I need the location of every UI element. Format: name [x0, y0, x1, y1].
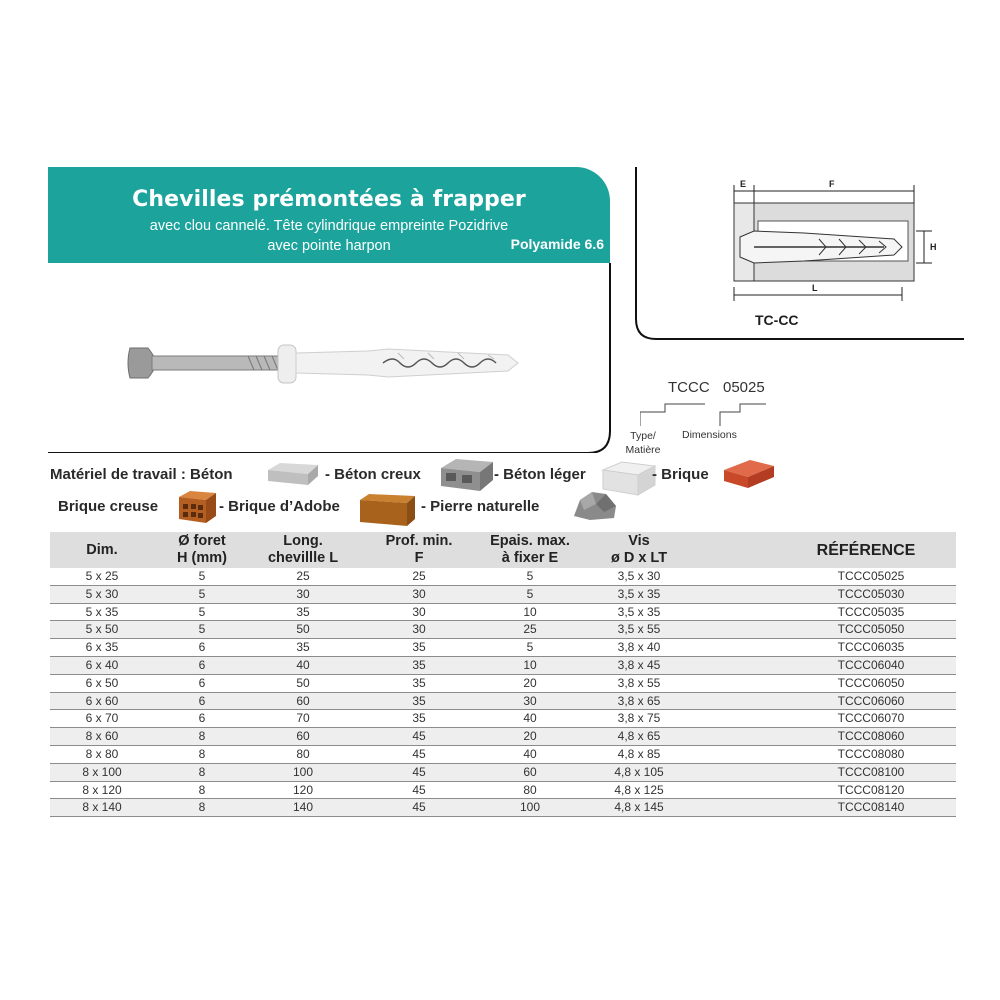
cell-dim: 8 x 140 [82, 800, 122, 815]
cell-dim: 6 x 40 [85, 658, 119, 672]
table-row [50, 675, 956, 693]
cell-reference: TCCC06035 [837, 640, 905, 655]
cell-length: 60 [296, 693, 310, 708]
cell-length: 25 [296, 569, 310, 583]
cell-depth: 45 [412, 729, 426, 744]
header-length: Long. chevillle L [267, 533, 339, 566]
product-image-frame [48, 263, 614, 453]
cell-length: 40 [296, 658, 310, 672]
material-light-concrete: - Béton léger [494, 466, 586, 483]
cell-drill: 6 [198, 675, 206, 690]
cell-thickness: 40 [523, 747, 537, 761]
cell-dim: 6 x 50 [85, 675, 119, 690]
cell-screw: 3,8 x 40 [617, 640, 661, 655]
cell-reference: TCCC06050 [837, 675, 905, 690]
cell-thickness: 10 [523, 658, 537, 672]
cell-length: 140 [292, 800, 314, 815]
cell-reference: TCCC06040 [837, 658, 905, 672]
cell-depth: 30 [412, 586, 426, 601]
cell-screw: 4,8 x 145 [614, 800, 664, 815]
cell-drill: 5 [198, 586, 206, 601]
cell-screw: 3,5 x 35 [617, 604, 661, 619]
cell-length: 70 [296, 711, 310, 726]
cell-dim: 6 x 35 [85, 640, 119, 655]
material-hollow-concrete: - Béton creux [325, 466, 421, 483]
cell-dim: 8 x 60 [85, 729, 119, 744]
diagram-label-e: E [740, 179, 747, 189]
hollow-block-icon [438, 456, 496, 494]
header-banner [48, 167, 610, 263]
cell-length: 100 [292, 764, 314, 779]
cell-screw: 4,8 x 65 [617, 729, 661, 744]
header-depth: Prof. min. F [385, 533, 453, 566]
table-row [50, 568, 956, 586]
cell-reference: TCCC06060 [837, 693, 905, 708]
cell-depth: 45 [412, 800, 426, 815]
cell-thickness: 20 [523, 675, 537, 690]
cell-reference: TCCC08060 [837, 729, 905, 744]
table-row [50, 657, 956, 675]
code-bracket-lines [640, 398, 770, 432]
cell-length: 35 [296, 604, 310, 619]
header-drill: Ø foret H (mm) [177, 533, 227, 566]
material-adobe-brick: - Brique d’Adobe [219, 498, 340, 515]
cell-dim: 5 x 30 [85, 586, 119, 601]
cell-drill: 5 [198, 622, 206, 637]
header-thickness: Epais. max. à fixer E [490, 533, 570, 566]
cell-length: 120 [292, 782, 314, 797]
table-row [50, 639, 956, 657]
cell-dim: 5 x 35 [85, 604, 119, 619]
cell-screw: 4,8 x 105 [614, 764, 664, 779]
diagram-caption: TC-CC [755, 312, 799, 328]
cell-depth: 35 [412, 640, 426, 655]
row-separator [50, 816, 956, 817]
diagram-label-l: L [812, 283, 818, 293]
cell-reference: TCCC08100 [837, 764, 905, 779]
diagram-label-f: F [829, 179, 835, 189]
cell-screw: 3,8 x 65 [617, 693, 661, 708]
table-row [50, 799, 956, 817]
table-row [50, 782, 956, 800]
product-title: Chevilles prémontées à frapper [132, 187, 526, 212]
cell-screw: 3,8 x 75 [617, 711, 661, 726]
cell-depth: 25 [412, 569, 426, 583]
cell-thickness: 5 [526, 640, 534, 655]
cell-screw: 3,5 x 55 [617, 622, 661, 637]
cell-screw: 4,8 x 125 [614, 782, 664, 797]
cell-thickness: 5 [526, 586, 534, 601]
anchor-illustration [128, 345, 518, 383]
cell-reference: TCCC05050 [837, 622, 905, 637]
cell-dim: 8 x 80 [85, 747, 119, 761]
cell-drill: 6 [198, 693, 206, 708]
material-intro: Matériel de travail : Béton [50, 466, 233, 483]
cell-reference: TCCC05025 [837, 569, 905, 583]
cell-thickness: 30 [523, 693, 537, 708]
cell-reference: TCCC06070 [837, 711, 905, 726]
cell-dim: 6 x 60 [85, 693, 119, 708]
cell-reference: TCCC05035 [837, 604, 905, 619]
cell-reference: TCCC05030 [837, 586, 905, 601]
cell-drill: 8 [198, 800, 206, 815]
cell-drill: 6 [198, 658, 206, 672]
cell-length: 80 [296, 747, 310, 761]
cell-thickness: 60 [523, 764, 537, 779]
table-row [50, 586, 956, 604]
cell-drill: 6 [198, 640, 206, 655]
hollow-brick-icon [176, 489, 218, 525]
technical-diagram [634, 167, 964, 340]
cell-depth: 30 [412, 604, 426, 619]
cell-drill: 8 [198, 729, 206, 744]
code-dim-label: Dimensions [682, 429, 737, 441]
cell-depth: 35 [412, 658, 426, 672]
cell-depth: 35 [412, 675, 426, 690]
cell-screw: 3,8 x 45 [617, 658, 661, 672]
cell-depth: 35 [412, 711, 426, 726]
natural-stone-icon [570, 488, 620, 522]
cell-length: 50 [296, 675, 310, 690]
material-natural-stone: - Pierre naturelle [421, 498, 540, 515]
table-row [50, 764, 956, 782]
cell-drill: 5 [198, 569, 206, 583]
cell-reference: TCCC08120 [837, 782, 905, 797]
cell-thickness: 20 [523, 729, 537, 744]
code-type-part: TCCC [668, 379, 710, 396]
cell-drill: 6 [198, 711, 206, 726]
adobe-brick-icon [357, 492, 417, 528]
cell-screw: 4,8 x 85 [617, 747, 661, 761]
cell-reference: TCCC08140 [837, 800, 905, 815]
cell-drill: 8 [198, 747, 206, 761]
cell-length: 35 [296, 640, 310, 655]
cell-screw: 3,8 x 55 [617, 675, 661, 690]
material-brick: - Brique [652, 466, 709, 483]
table-row [50, 621, 956, 639]
cell-length: 50 [296, 622, 310, 637]
code-dim-part: 05025 [723, 379, 765, 396]
cell-dim: 8 x 100 [82, 764, 122, 779]
concrete-block-icon [264, 460, 320, 488]
cell-drill: 5 [198, 604, 206, 619]
cell-depth: 35 [412, 693, 426, 708]
cell-reference: TCCC08080 [837, 747, 905, 761]
cell-thickness: 5 [526, 569, 534, 583]
header-reference: RÉFÉRENCE [816, 541, 916, 559]
cell-dim: 5 x 25 [85, 569, 119, 583]
header-screw: Vis ø D x LT [610, 533, 668, 566]
header-dim: Dim. [86, 541, 118, 558]
cell-thickness: 40 [523, 711, 537, 726]
cell-dim: 5 x 50 [85, 622, 119, 637]
cell-dim: 6 x 70 [85, 711, 119, 726]
table-row [50, 604, 956, 622]
cell-screw: 3,5 x 30 [617, 569, 661, 583]
cell-drill: 8 [198, 782, 206, 797]
cell-thickness: 80 [523, 782, 537, 797]
table-row [50, 710, 956, 728]
material-hollow-brick: Brique creuse [58, 498, 159, 515]
product-subtitle-line1: avec clou cannelé. Tête cylindrique empreinte Pozidrive [149, 218, 509, 234]
cell-screw: 3,5 x 35 [617, 586, 661, 601]
cell-depth: 45 [412, 747, 426, 761]
cell-drill: 8 [198, 764, 206, 779]
cell-dim: 8 x 120 [82, 782, 122, 797]
cell-depth: 45 [412, 764, 426, 779]
cell-depth: 45 [412, 782, 426, 797]
table-header [50, 532, 956, 568]
brick-icon [720, 456, 776, 492]
cell-length: 30 [296, 586, 310, 601]
cell-length: 60 [296, 729, 310, 744]
cell-depth: 30 [412, 622, 426, 637]
code-type-label: Type/ Matière [625, 430, 661, 456]
diagram-label-h: H [930, 242, 937, 252]
table-row [50, 728, 956, 746]
cell-thickness: 100 [519, 800, 541, 815]
table-row [50, 693, 956, 711]
cell-thickness: 10 [523, 604, 537, 619]
cell-thickness: 25 [523, 622, 537, 637]
table-row [50, 746, 956, 764]
product-subtitle-line2: avec pointe harpon [267, 238, 391, 254]
material-label: Polyamide 6.6 [510, 236, 604, 252]
